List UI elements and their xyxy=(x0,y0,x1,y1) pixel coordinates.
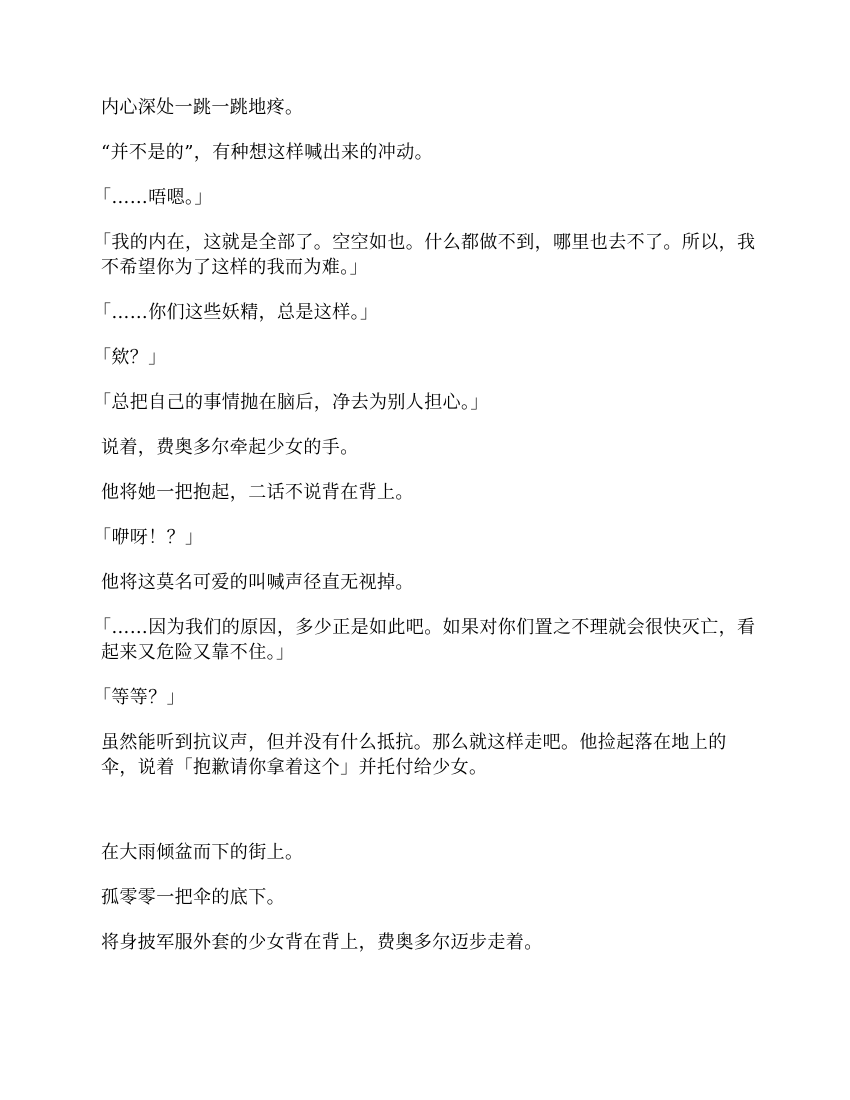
paragraph: 他将这莫名可爱的叫喊声径直无视掉。 xyxy=(101,572,414,593)
paragraph: “并不是的”，有种想这样喊出来的冲动。 xyxy=(101,142,434,163)
dialogue-line: 「……你们这些妖精，总是这样。」 xyxy=(93,302,379,323)
dialogue-line: 「我的内在，这就是全部了。空空如也。什么都做不到，哪里也去不了。所以，我不希望你为了这样的我而为难。」 xyxy=(93,232,756,278)
paragraph: 虽然能听到抗议声，但并没有什么抵抗。那么就这样走吧。他捡起落在地上的伞，说着「抱歉请你拿着这个」并托付给少女。 xyxy=(101,732,727,778)
paragraph: 将身披军服外套的少女背在背上，费奥多尔迈步走着。 xyxy=(101,932,543,953)
paragraph: 内心深处一跳一跳地疼。 xyxy=(101,97,304,118)
document-page xyxy=(93,95,756,975)
dialogue-line: 「欸？」 xyxy=(93,347,167,368)
paragraph: 说着，费奥多尔牵起少女的手。 xyxy=(101,437,359,458)
paragraph: 在大雨倾盆而下的街上。 xyxy=(101,842,304,863)
dialogue-line: 「咿呀！？」 xyxy=(93,527,204,548)
dialogue-line: 「等等？」 xyxy=(93,687,185,708)
paragraph: 孤零零一把伞的底下。 xyxy=(101,887,285,908)
paragraph: 他将她一把抱起，二话不说背在背上。 xyxy=(101,482,414,503)
dialogue-line: 「总把自己的事情抛在脑后，净去为别人担心。」 xyxy=(93,392,489,413)
section-break xyxy=(101,800,756,840)
dialogue-line: 「……因为我们的原因，多少正是如此吧。如果对你们置之不理就会很快灭亡，看起来又危险又靠不住。」 xyxy=(93,617,756,663)
dialogue-line: 「……唔嗯。」 xyxy=(93,187,213,208)
